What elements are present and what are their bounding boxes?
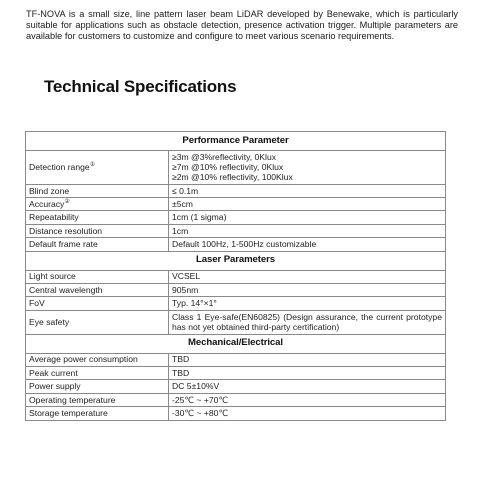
spec-value: Default 100Hz, 1-500Hz customizable <box>169 238 446 251</box>
spec-row <box>26 224 446 237</box>
section-title: Laser Parameters <box>26 251 446 270</box>
spec-value: TBD <box>169 366 446 379</box>
spec-row <box>26 310 446 334</box>
page-title: Technical Specifications <box>44 77 237 96</box>
spec-row <box>26 184 446 197</box>
spec-value: ≤ 0.1m <box>169 184 446 197</box>
footnote-marker: ② <box>64 199 70 206</box>
section-header-row <box>26 132 446 151</box>
spec-label-text: Detection range <box>29 162 90 172</box>
spec-value: Class 1 Eye-safe(EN60825) (Design assurance, the current prototype has not yet obtained third-party certification) <box>169 310 446 334</box>
spec-value: -25℃ ~ +70℃ <box>169 393 446 406</box>
spec-value: Typ. 14°×1° <box>169 297 446 310</box>
spec-label: Repeatability <box>26 211 169 224</box>
spec-row <box>26 151 446 185</box>
spec-value: VCSEL <box>169 270 446 283</box>
spec-row <box>26 407 446 420</box>
spec-label: FoV <box>26 297 169 310</box>
spec-row <box>26 380 446 393</box>
spec-label: Blind zone <box>26 184 169 197</box>
spec-label: Distance resolution <box>26 224 169 237</box>
spec-row <box>26 238 446 251</box>
spec-label: Storage temperature <box>26 407 169 420</box>
spec-value: TBD <box>169 353 446 366</box>
spec-row <box>26 270 446 283</box>
spec-value: 1cm <box>169 224 446 237</box>
spec-label: Light source <box>26 270 169 283</box>
spec-value: -30℃ ~ +80℃ <box>169 407 446 420</box>
spec-label: Default frame rate <box>26 238 169 251</box>
spec-row <box>26 211 446 224</box>
spec-label: Operating temperature <box>26 393 169 406</box>
spec-row <box>26 297 446 310</box>
spec-table <box>25 131 446 421</box>
spec-label: Peak current <box>26 366 169 379</box>
spec-row <box>26 198 446 211</box>
spec-row <box>26 393 446 406</box>
spec-row <box>26 283 446 296</box>
section-title: Mechanical/Electrical <box>26 334 446 353</box>
spec-label <box>26 151 169 185</box>
section-header-row <box>26 334 446 353</box>
footnote-marker: ① <box>89 162 96 169</box>
spec-value: DC 5±10%V <box>169 380 446 393</box>
spec-label: Average power consumption <box>26 353 169 366</box>
spec-value-line: ≥3m @3%reflectivity, 0Klux <box>172 152 277 162</box>
spec-value: ±5cm <box>169 198 446 211</box>
section-title: Performance Parameter <box>26 132 446 151</box>
spec-value-line: ≥2m @10% reflectivity, 100Klux <box>172 172 293 183</box>
spec-label: Eye safety <box>26 310 169 334</box>
spec-label-text: Accuracy <box>29 198 65 209</box>
spec-label <box>26 198 169 211</box>
spec-value: 905nm <box>169 283 446 296</box>
spec-label: Central wavelength <box>26 283 169 296</box>
spec-row <box>26 366 446 379</box>
spec-value <box>169 151 446 185</box>
spec-value-line: ≥7m @10% reflectivity, 0Klux <box>172 162 284 173</box>
spec-value: 1cm (1 sigma) <box>169 211 446 224</box>
spec-label: Power supply <box>26 380 169 393</box>
intro-paragraph: TF-NOVA is a small size, line pattern laser beam LiDAR developed by Benewake, which is particularly suitable for applications such as obstacle detection, presence activation trigger. Multiple parameters are available for customers to customize and configure to meet various scenario requirements. <box>26 9 458 41</box>
section-header-row <box>26 251 446 270</box>
spec-row <box>26 353 446 366</box>
